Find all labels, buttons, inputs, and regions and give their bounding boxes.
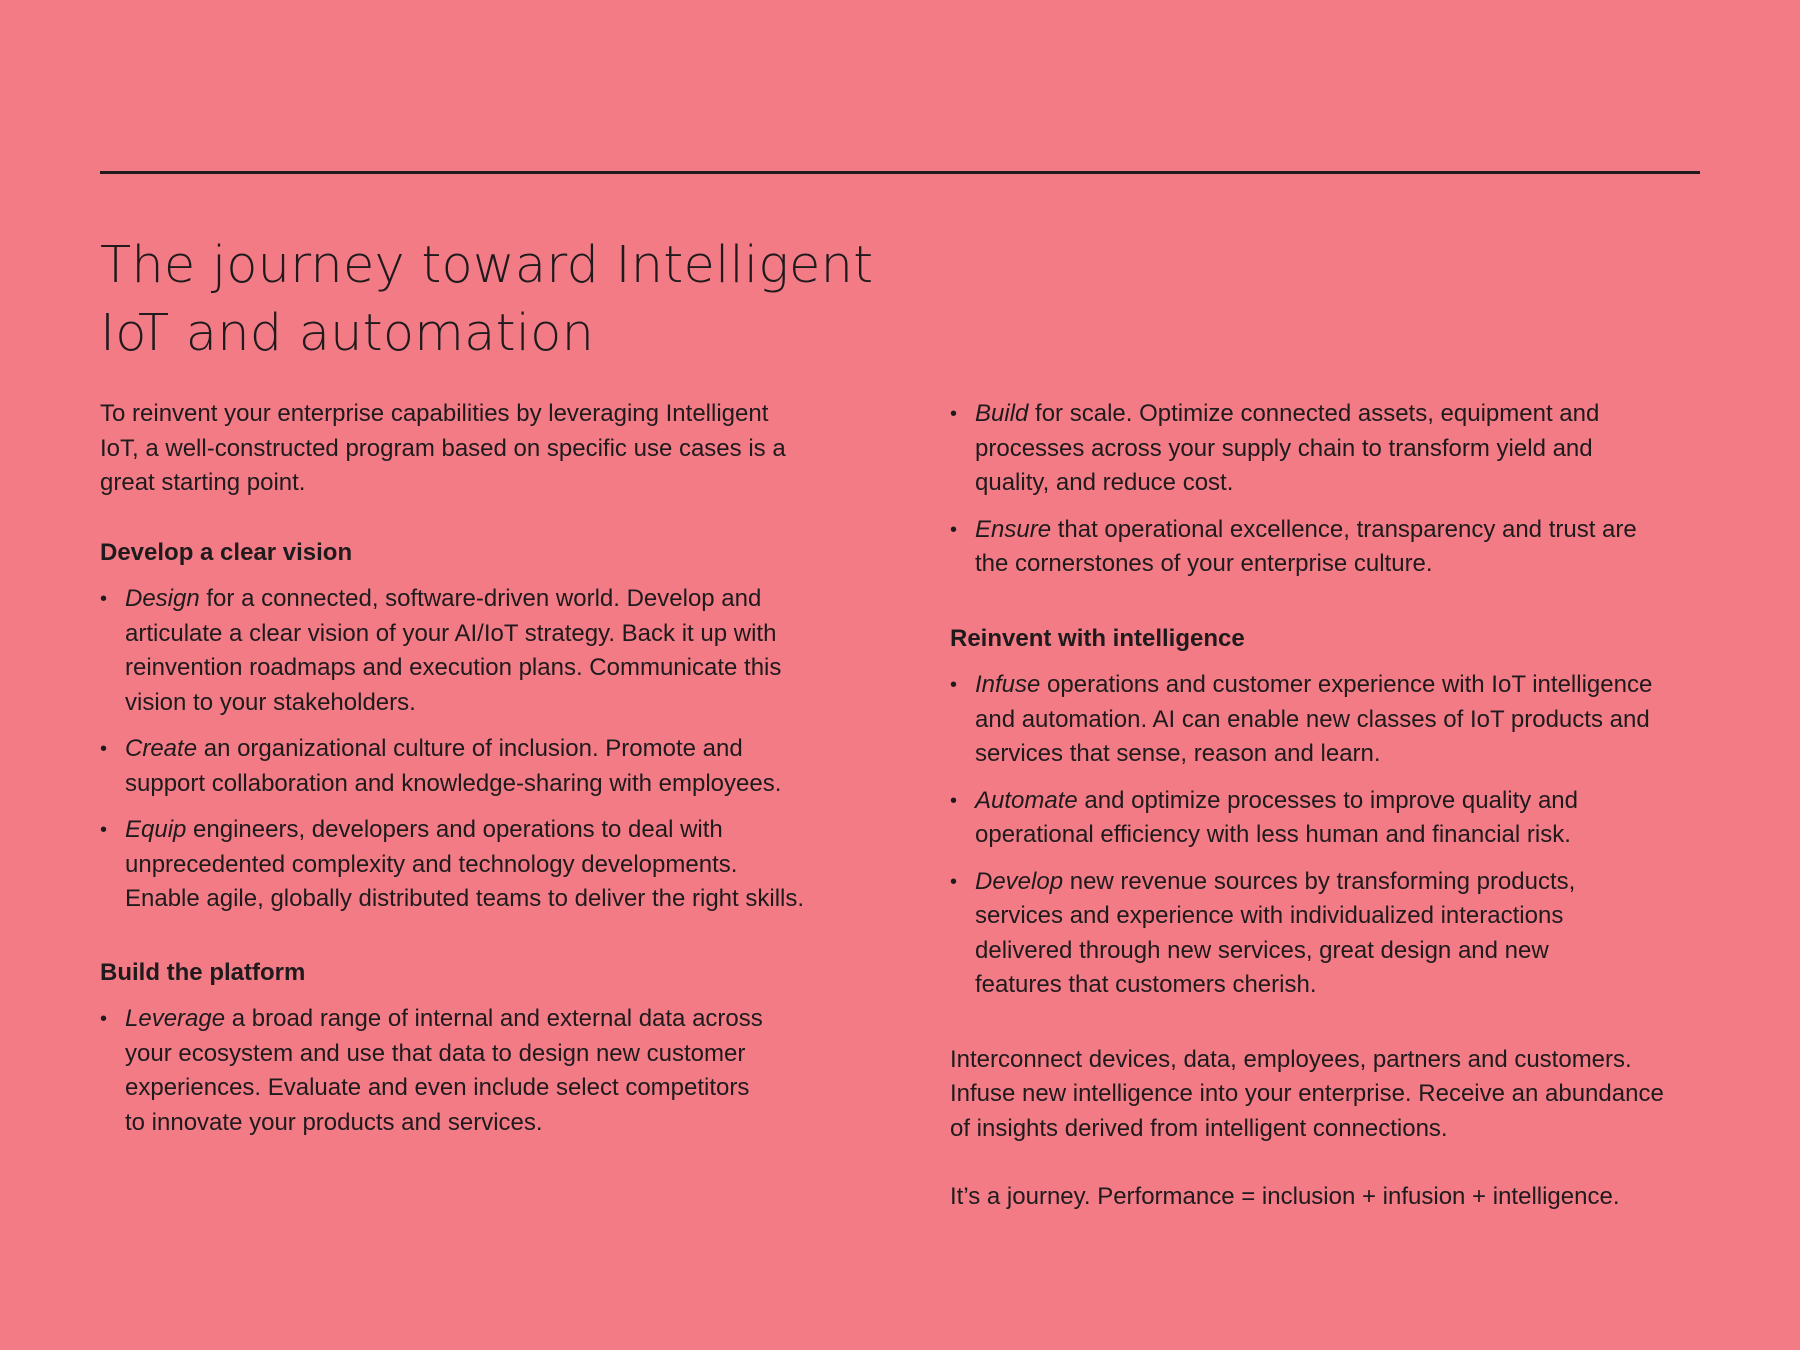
list-item xyxy=(950,668,1710,772)
item-text: new revenue sources by transforming products, xyxy=(1063,867,1576,895)
text-line: to innovate your products and services. xyxy=(125,1108,543,1136)
platform-list-right xyxy=(950,397,1710,582)
text-line: processes across your supply chain to transform yield and xyxy=(975,434,1593,462)
bullet-icon: • xyxy=(950,674,958,696)
item-text: for a connected, software-driven world. Develop and xyxy=(199,585,762,612)
text-line: reinvention roadmaps and execution plans. Communicate this xyxy=(125,654,782,681)
text-line xyxy=(975,513,1710,548)
list-item xyxy=(950,397,1710,501)
text-line: To reinvent your enterprise capabilities by leveraging Intelligent xyxy=(100,400,769,427)
platform-list-left xyxy=(100,1002,860,1140)
text-line: support collaboration and knowledge-sharing with employees. xyxy=(125,769,782,797)
list-item xyxy=(100,813,860,917)
list-item xyxy=(100,732,860,801)
text-line: services that sense, reason and learn. xyxy=(975,740,1381,767)
bullet-icon: • xyxy=(100,819,108,841)
final-statement: It’s a journey. Performance = inclusion + infusion + intelligence. xyxy=(950,1183,1620,1210)
page-title xyxy=(100,232,900,368)
list-item xyxy=(100,1002,860,1140)
text-line: unprecedented complexity and technology developments. xyxy=(125,850,738,878)
left-column xyxy=(100,397,860,1140)
bullet-icon: • xyxy=(100,588,108,610)
list-item xyxy=(950,865,1710,1003)
item-lead: Develop xyxy=(975,867,1064,895)
text-line: your ecosystem and use that data to design new customer xyxy=(125,1039,746,1067)
section-heading-platform: Build the platform xyxy=(100,958,306,986)
item-text: and optimize processes to improve quality and xyxy=(1077,786,1578,814)
vision-list xyxy=(100,582,860,917)
item-text: an organizational culture of inclusion. Promote and xyxy=(197,735,743,762)
item-text: for scale. Optimize connected assets, equipment and xyxy=(1028,400,1600,427)
section-heading-vision: Develop a clear vision xyxy=(100,538,353,566)
bullet-icon: • xyxy=(950,403,958,425)
text-line xyxy=(975,865,1710,900)
closing-paragraph xyxy=(950,1043,1710,1147)
item-text: that operational excellence, transparency and trust are xyxy=(1051,515,1637,543)
list-item xyxy=(100,582,860,720)
bullet-icon: • xyxy=(100,1008,108,1030)
text-line: quality, and reduce cost. xyxy=(975,469,1234,496)
top-divider xyxy=(100,171,1700,174)
section-heading-intelligence: Reinvent with intelligence xyxy=(950,624,1245,652)
text-line: the cornerstones of your enterprise culture. xyxy=(975,550,1433,577)
text-line: articulate a clear vision of your AI/IoT strategy. Back it up with xyxy=(125,619,777,647)
text-line: and automation. AI can enable new classes of IoT products and xyxy=(975,705,1650,733)
item-lead: Create xyxy=(125,735,198,762)
item-lead: Leverage xyxy=(125,1005,226,1032)
bullet-icon: • xyxy=(100,738,108,760)
text-line: great starting point. xyxy=(100,469,306,496)
text-line: services and experience with individualized interactions xyxy=(975,902,1564,929)
text-line: experiences. Evaluate and even include select competitors xyxy=(125,1074,750,1101)
item-lead: Equip xyxy=(125,816,187,843)
bullet-icon: • xyxy=(950,870,958,893)
bullet-icon: • xyxy=(950,518,958,541)
text-line: vision to your stakeholders. xyxy=(125,688,416,716)
list-item xyxy=(950,513,1710,582)
text-line: Infuse new intelligence into your enterprise. Receive an abundance xyxy=(950,1080,1664,1107)
item-text: engineers, developers and operations to deal with xyxy=(186,816,723,843)
item-text: operations and customer experience with IoT intelligence xyxy=(1040,671,1653,698)
text-line: of insights derived from intelligent connections. xyxy=(950,1114,1448,1142)
text-line xyxy=(975,397,1710,432)
title-line: IoT and automation xyxy=(100,304,595,363)
text-line: features that customers cherish. xyxy=(975,971,1317,998)
text-line: Interconnect devices, data, employees, partners and customers. xyxy=(950,1045,1632,1073)
item-lead: Design xyxy=(125,585,200,612)
text-line: delivered through new services, great design and new xyxy=(975,936,1549,964)
text-line xyxy=(125,732,860,767)
text-line: IoT, a well-constructed program based on specific use cases is a xyxy=(100,434,786,462)
right-column xyxy=(950,397,1710,1215)
text-line: operational efficiency with less human and financial risk. xyxy=(975,821,1571,848)
item-lead: Infuse xyxy=(975,671,1041,698)
title-line: The journey toward Intelligent xyxy=(100,236,874,295)
text-line xyxy=(125,813,860,848)
text-line xyxy=(975,784,1710,819)
intelligence-list xyxy=(950,668,1710,1003)
item-lead: Automate xyxy=(975,786,1078,814)
text-line xyxy=(975,668,1710,703)
item-lead: Ensure xyxy=(975,515,1052,543)
text-line: Enable agile, globally distributed teams to deliver the right skills. xyxy=(125,885,805,912)
text-line xyxy=(125,1002,860,1037)
item-text: a broad range of internal and external data across xyxy=(225,1005,763,1032)
list-item xyxy=(950,784,1710,853)
bullet-icon: • xyxy=(950,789,958,812)
text-line xyxy=(125,582,860,617)
item-lead: Build xyxy=(975,400,1029,427)
intro-paragraph xyxy=(100,397,860,501)
